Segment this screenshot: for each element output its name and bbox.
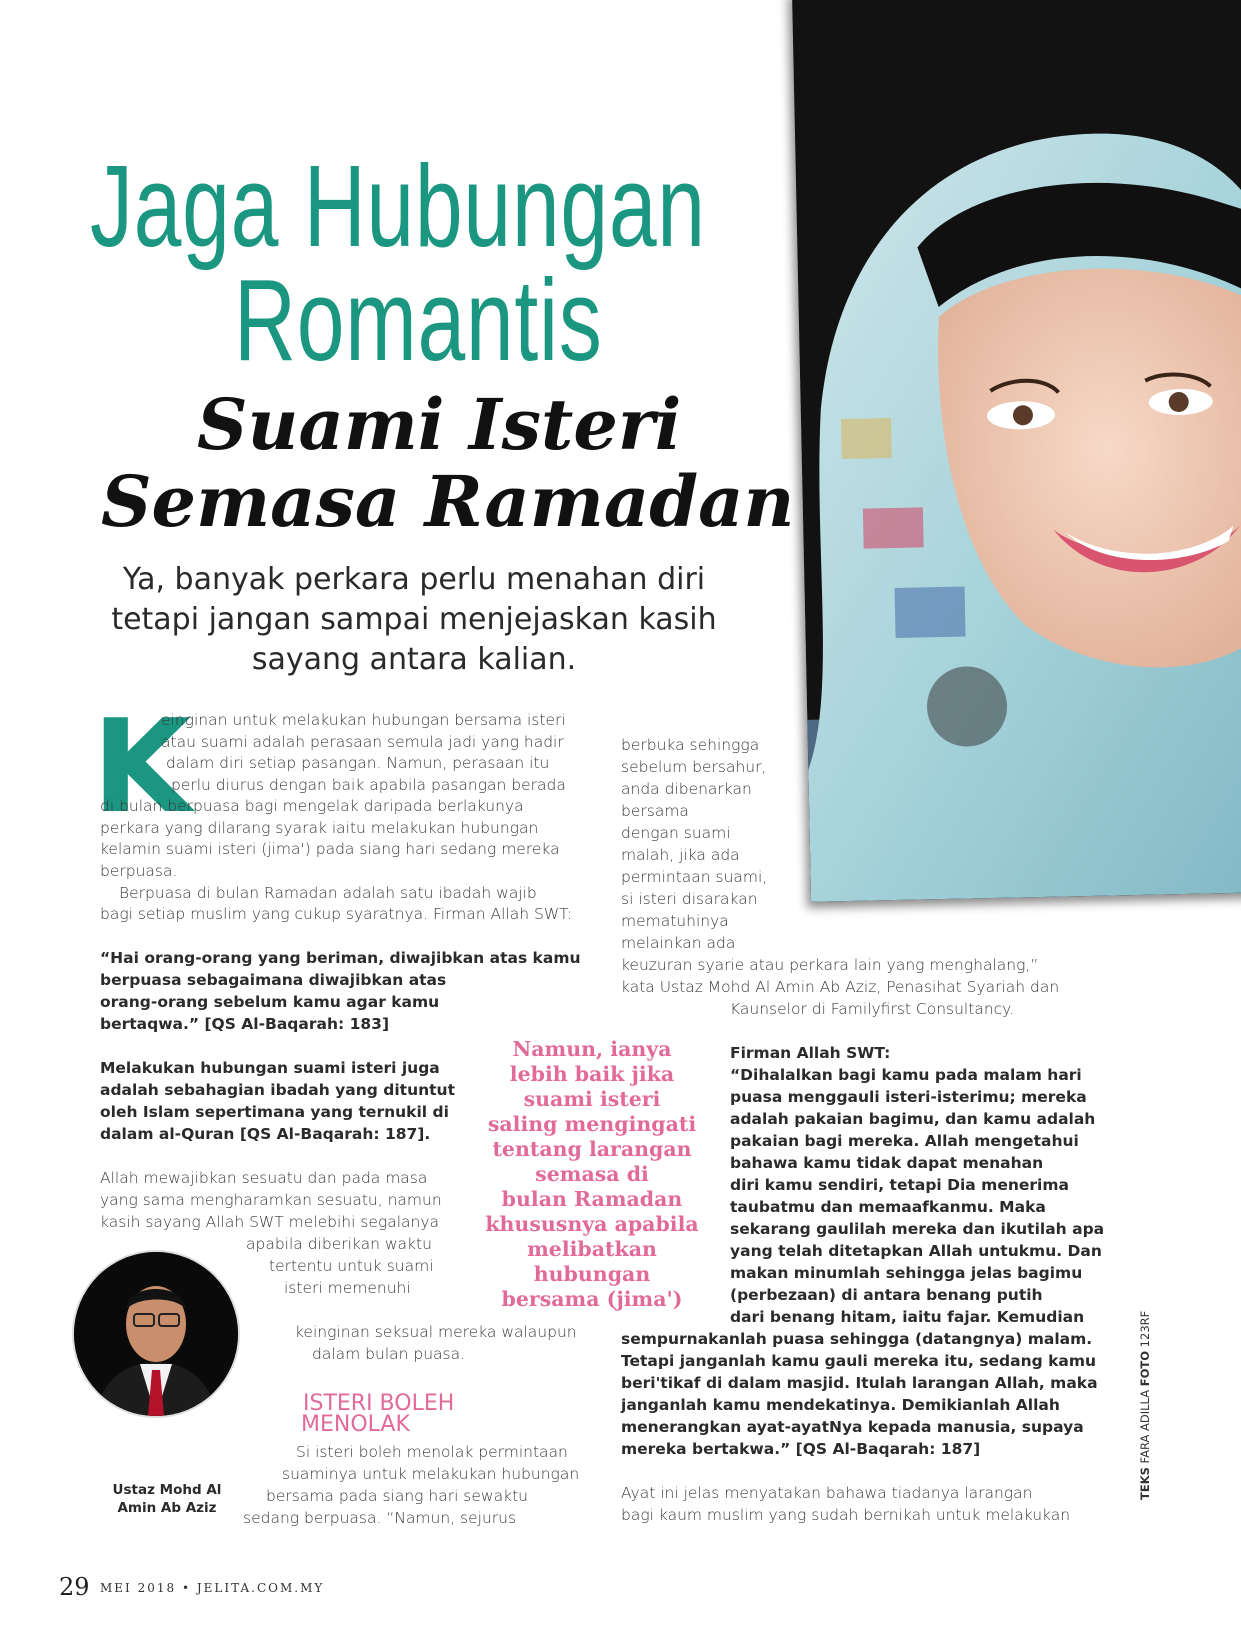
avatar bbox=[74, 1252, 238, 1416]
quote-line: puasa menggauli isteri-isterimu; mereka bbox=[730, 1088, 1087, 1106]
quote-line: adalah sebahagian ibadah yang dituntut bbox=[100, 1081, 455, 1099]
pull-quote bbox=[482, 1037, 702, 1312]
photo-credit bbox=[1138, 1311, 1152, 1500]
body-line: Kaunselor di Familyfirst Consultancy. bbox=[730, 1000, 1015, 1018]
credit-foto-label: FOTO bbox=[1138, 1350, 1152, 1387]
body-line: Allah mewajibkan sesuatu dan pada masa bbox=[100, 1169, 428, 1187]
quote-line: janganlah kamu mendekatinya. Demikianlah Allah bbox=[621, 1396, 1060, 1414]
pull-quote-line: melibatkan bbox=[527, 1237, 657, 1261]
subhead-line-2: MENOLAK bbox=[301, 1412, 410, 1437]
body-line: malah, jika ada bbox=[621, 846, 740, 864]
quote-line: (perbezaan) di antara benang putih bbox=[730, 1286, 1043, 1304]
body-line: anda dibenarkan bbox=[621, 780, 752, 798]
pull-quote-line: lebih baik jika bbox=[509, 1062, 675, 1086]
body-line: mematuhinya bbox=[621, 912, 729, 930]
body-line: einginan untuk melakukan hubungan bersama isteri bbox=[161, 711, 566, 729]
pull-quote-line: khususnya apabila bbox=[485, 1212, 699, 1236]
quote-line: yang telah ditetapkan Allah untukmu. Dan bbox=[730, 1242, 1102, 1260]
quote-line: orang-orang sebelum kamu agar kamu bbox=[100, 993, 440, 1011]
body-line: bagi kaum muslim yang sudah bernikah untuk melakukan bbox=[621, 1506, 1071, 1524]
quote-line: Tetapi janganlah kamu gauli mereka itu, sedang kamu bbox=[621, 1352, 1097, 1370]
quote-line: dalam al-Quran [QS Al-Baqarah: 187]. bbox=[100, 1125, 431, 1143]
body-line: dalam bulan puasa. bbox=[312, 1345, 466, 1363]
pull-quote-line: bulan Ramadan bbox=[501, 1187, 683, 1211]
quote-line: sempurnakanlah puasa sehingga (datangnya) malam. bbox=[621, 1330, 1093, 1348]
quote-line: taubatmu dan memaafkanmu. Maka bbox=[730, 1198, 1046, 1216]
body-line: Ayat ini jelas menyatakan bahawa tiadanya larangan bbox=[621, 1484, 1033, 1502]
body-line: bagi setiap muslim yang cukup syaratnya. Firman Allah SWT: bbox=[100, 905, 573, 923]
pull-quote-line: saling mengingati bbox=[487, 1112, 697, 1136]
body-line: tertentu untuk suami bbox=[269, 1257, 434, 1275]
headline-line-4: Semasa Ramadan bbox=[101, 460, 795, 543]
credit-teks-label: TEKS bbox=[1138, 1467, 1152, 1500]
quote-line: dari benang hitam, iaitu fajar. Kemudian bbox=[730, 1308, 1085, 1326]
quote-line: “Dihalalkan bagi kamu pada malam hari bbox=[730, 1066, 1082, 1084]
caption-line: Ustaz Mohd Al bbox=[112, 1482, 222, 1498]
firman-label: Firman Allah SWT: bbox=[730, 1044, 891, 1062]
intro-standfirst bbox=[84, 560, 744, 680]
quote-line: makan minumlah sehingga jelas bagimu bbox=[730, 1264, 1083, 1282]
body-line: isteri memenuhi bbox=[284, 1279, 411, 1297]
body-line: sebelum bersahur, bbox=[621, 758, 767, 776]
body-line: permintaan suami, bbox=[621, 868, 768, 886]
body-line: bersama pada siang hari sewaktu bbox=[266, 1487, 528, 1505]
pull-quote-line: Namun, ianya bbox=[512, 1037, 672, 1061]
quote-line: sekarang gaulilah mereka dan ikutilah apa bbox=[730, 1220, 1105, 1238]
intro-line: Ya, banyak perkara perlu menahan diri bbox=[122, 562, 706, 597]
body-line: berpuasa. bbox=[100, 862, 178, 880]
body-line: berbuka sehingga bbox=[621, 736, 760, 754]
credit-foto-name: 123RF bbox=[1138, 1310, 1152, 1348]
body-line: si isteri disarakan bbox=[621, 890, 758, 908]
body-line: sedang berpuasa. “Namun, sejurus bbox=[243, 1509, 517, 1527]
page-number: 29 bbox=[59, 1573, 90, 1601]
body-line: kasih sayang Allah SWT melebihi segalanya bbox=[100, 1213, 440, 1231]
quote-line: bertaqwa.” [QS Al-Baqarah: 183] bbox=[100, 1015, 390, 1033]
headline-line-2: Romantis bbox=[234, 255, 603, 385]
footer-text: MEI 2018 • JELITA.COM.MY bbox=[100, 1581, 325, 1595]
portrait-illustration bbox=[792, 0, 1241, 902]
pull-quote-line: suami isteri bbox=[523, 1087, 661, 1111]
drop-cap: K bbox=[92, 693, 192, 842]
subhead-line-1: ISTERI BOLEH bbox=[303, 1391, 455, 1416]
ustaz-portrait bbox=[74, 1252, 238, 1416]
quote-line: mereka bertakwa.” [QS Al-Baqarah: 187] bbox=[621, 1440, 981, 1458]
quote-line: berpuasa sebagaimana diwajibkan atas bbox=[100, 971, 447, 989]
body-line: yang sama mengharamkan sesuatu, namun bbox=[100, 1191, 442, 1209]
pull-quote-line: tentang larangan bbox=[492, 1137, 692, 1161]
quote-line: beri'tikaf di dalam masjid. Itulah larangan Allah, maka bbox=[621, 1374, 1098, 1392]
body-line: atau suami adalah perasaan semula jadi yang hadir bbox=[161, 733, 564, 751]
body-line: di bulan berpuasa bagi mengelak daripada berlakunya bbox=[100, 797, 524, 815]
body-line: dengan suami bbox=[621, 824, 731, 842]
headline-line-1: Jaga Hubungan bbox=[90, 141, 706, 271]
body-line: perlu diurus dengan baik apabila pasangan berada bbox=[171, 776, 566, 794]
body-line: kata Ustaz Mohd Al Amin Ab Aziz, Penasihat Syariah dan bbox=[621, 978, 1060, 996]
body-line: bersama bbox=[621, 802, 689, 820]
avatar-caption bbox=[100, 1481, 234, 1517]
quote-line: pakaian bagi mereka. Allah mengetahui bbox=[730, 1132, 1079, 1150]
quote-line: bahawa kamu tidak dapat menahan bbox=[730, 1154, 1044, 1172]
pull-quote-line: bersama (jima') bbox=[501, 1287, 683, 1311]
headline-line-3: Suami Isteri bbox=[197, 383, 682, 466]
body-line: melainkan ada bbox=[621, 934, 736, 952]
quote-line: oleh Islam sepertimana yang ternukil di bbox=[100, 1103, 449, 1121]
body-line: Si isteri boleh menolak permintaan bbox=[296, 1443, 568, 1461]
body-line: keinginan seksual mereka walaupun bbox=[295, 1323, 577, 1341]
pull-quote-line: hubungan bbox=[533, 1262, 651, 1286]
body-line: kelamin suami isteri (jima') pada siang hari sedang mereka bbox=[100, 840, 560, 858]
credit-teks-name: FARA ADILLA bbox=[1138, 1389, 1152, 1464]
quote-line: menerangkan ayat-ayatNya kepada manusia, supaya bbox=[621, 1418, 1084, 1436]
body-line: suaminya untuk melakukan hubungan bbox=[282, 1465, 580, 1483]
body-line: dalam diri setiap pasangan. Namun, perasaan itu bbox=[166, 754, 550, 772]
body-line: perkara yang dilarang syarak iaitu melakukan hubungan bbox=[100, 819, 539, 837]
caption-line: Amin Ab Aziz bbox=[117, 1500, 217, 1516]
hero-photo bbox=[792, 0, 1241, 902]
intro-line: sayang antara kalian. bbox=[251, 642, 577, 677]
intro-line: tetapi jangan sampai menjejaskan kasih bbox=[111, 602, 717, 637]
quote-line: “Hai orang-orang yang beriman, diwajibkan atas kamu bbox=[100, 949, 581, 967]
quote-line: Melakukan hubungan suami isteri juga bbox=[100, 1059, 440, 1077]
quote-line: diri kamu sendiri, tetapi Dia menerima bbox=[730, 1176, 1069, 1194]
quote-line: adalah pakaian bagimu, dan kamu adalah bbox=[730, 1110, 1096, 1128]
pull-quote-line: semasa di bbox=[535, 1162, 649, 1186]
body-line: keuzuran syarie atau perkara lain yang menghalang,” bbox=[621, 956, 1039, 974]
body-line: apabila diberikan waktu bbox=[246, 1235, 432, 1253]
body-line: Berpuasa di bulan Ramadan adalah satu ibadah wajib bbox=[119, 884, 537, 902]
